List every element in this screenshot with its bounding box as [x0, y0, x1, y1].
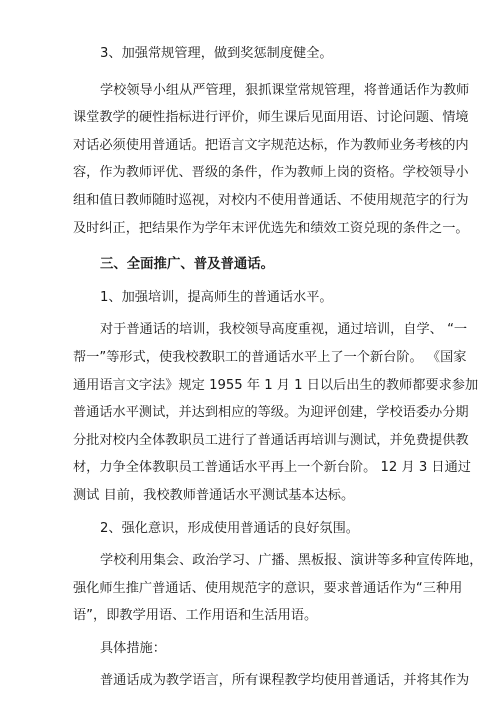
paragraph-line: 普通话水平测试，并达到相应的等级。为迎评创建，学校语委办分期: [73, 405, 469, 421]
paragraph-line: 对于普通话的培训，我校领导高度重视，通过培训，自学、 “一: [100, 322, 468, 338]
item1-title: 1、加强培训，提高师生的普通话水平。: [100, 289, 333, 305]
paragraph-line: 材，力争全体教职员工普通话水平再上一个新台阶。 12 月 3 日通过: [73, 460, 471, 476]
paragraph-line: 分批对校内全体教职员工进行了普通话再培训与测试，并免费提供教: [73, 432, 469, 448]
paragraph-line: 语”，即教学用语、工作用语和生活用语。: [73, 608, 318, 624]
section-heading: 三、全面推广、普及普通话。: [100, 257, 275, 273]
item3-title: 3、加强常规管理，做到奖惩制度健全。: [100, 46, 333, 61]
paragraph-line: 帮一”等形式，使我校教职工的普通话水平上了一个新台阶。 《国家: [73, 349, 467, 365]
paragraph-line: 通用语言文字法》规定 1955 年 1 月 1 日以后出生的教师都要求参加: [73, 377, 479, 393]
paragraph-line: 强化师生推广普通话、使用规范字的意识，要求普通话作为“三种用: [73, 580, 463, 596]
measures-label: 具体措施：: [100, 640, 166, 656]
paragraph-line: 容，作为教师评优、晋级的条件，作为教师上岗的资格。学校领导小: [73, 165, 469, 181]
paragraph-line: 组和值日教师随时巡视，对校内不使用普通话、不使用规范字的行为: [73, 192, 469, 208]
paragraph-line: 学校利用集会、政治学习、广播、黑板报、演讲等多种宣传阵地，: [100, 553, 483, 569]
item2-title: 2、强化意识，形成使用普通话的良好氛围。: [100, 520, 359, 536]
paragraph-line: 对话必须使用普通话。把语言文字规范达标，作为教师业务考核的内: [73, 137, 469, 153]
paragraph-line: 测试 目前，我校教师普通话水平测试基本达标。: [73, 487, 355, 503]
measures-paragraph: [73, 667, 470, 695]
paragraph-line: 普通话成为教学语言，所有课程教学均使用普通话，并将其作为: [100, 673, 470, 689]
paragraph-line: 课堂教学的硬性指标进行评价，师生课后见面用语、讨论问题、情境: [73, 110, 469, 126]
awareness-paragraph: [73, 547, 483, 630]
management-paragraph: [73, 77, 470, 243]
training-paragraph: [73, 316, 479, 509]
paragraph-line: 及时纠正，把结果作为学年末评优选先和绩效工资兑现的条件之一。: [73, 220, 469, 236]
paragraph-line: 学校领导小组从严管理，狠抓课堂常规管理，将普通话作为教师: [100, 82, 470, 98]
